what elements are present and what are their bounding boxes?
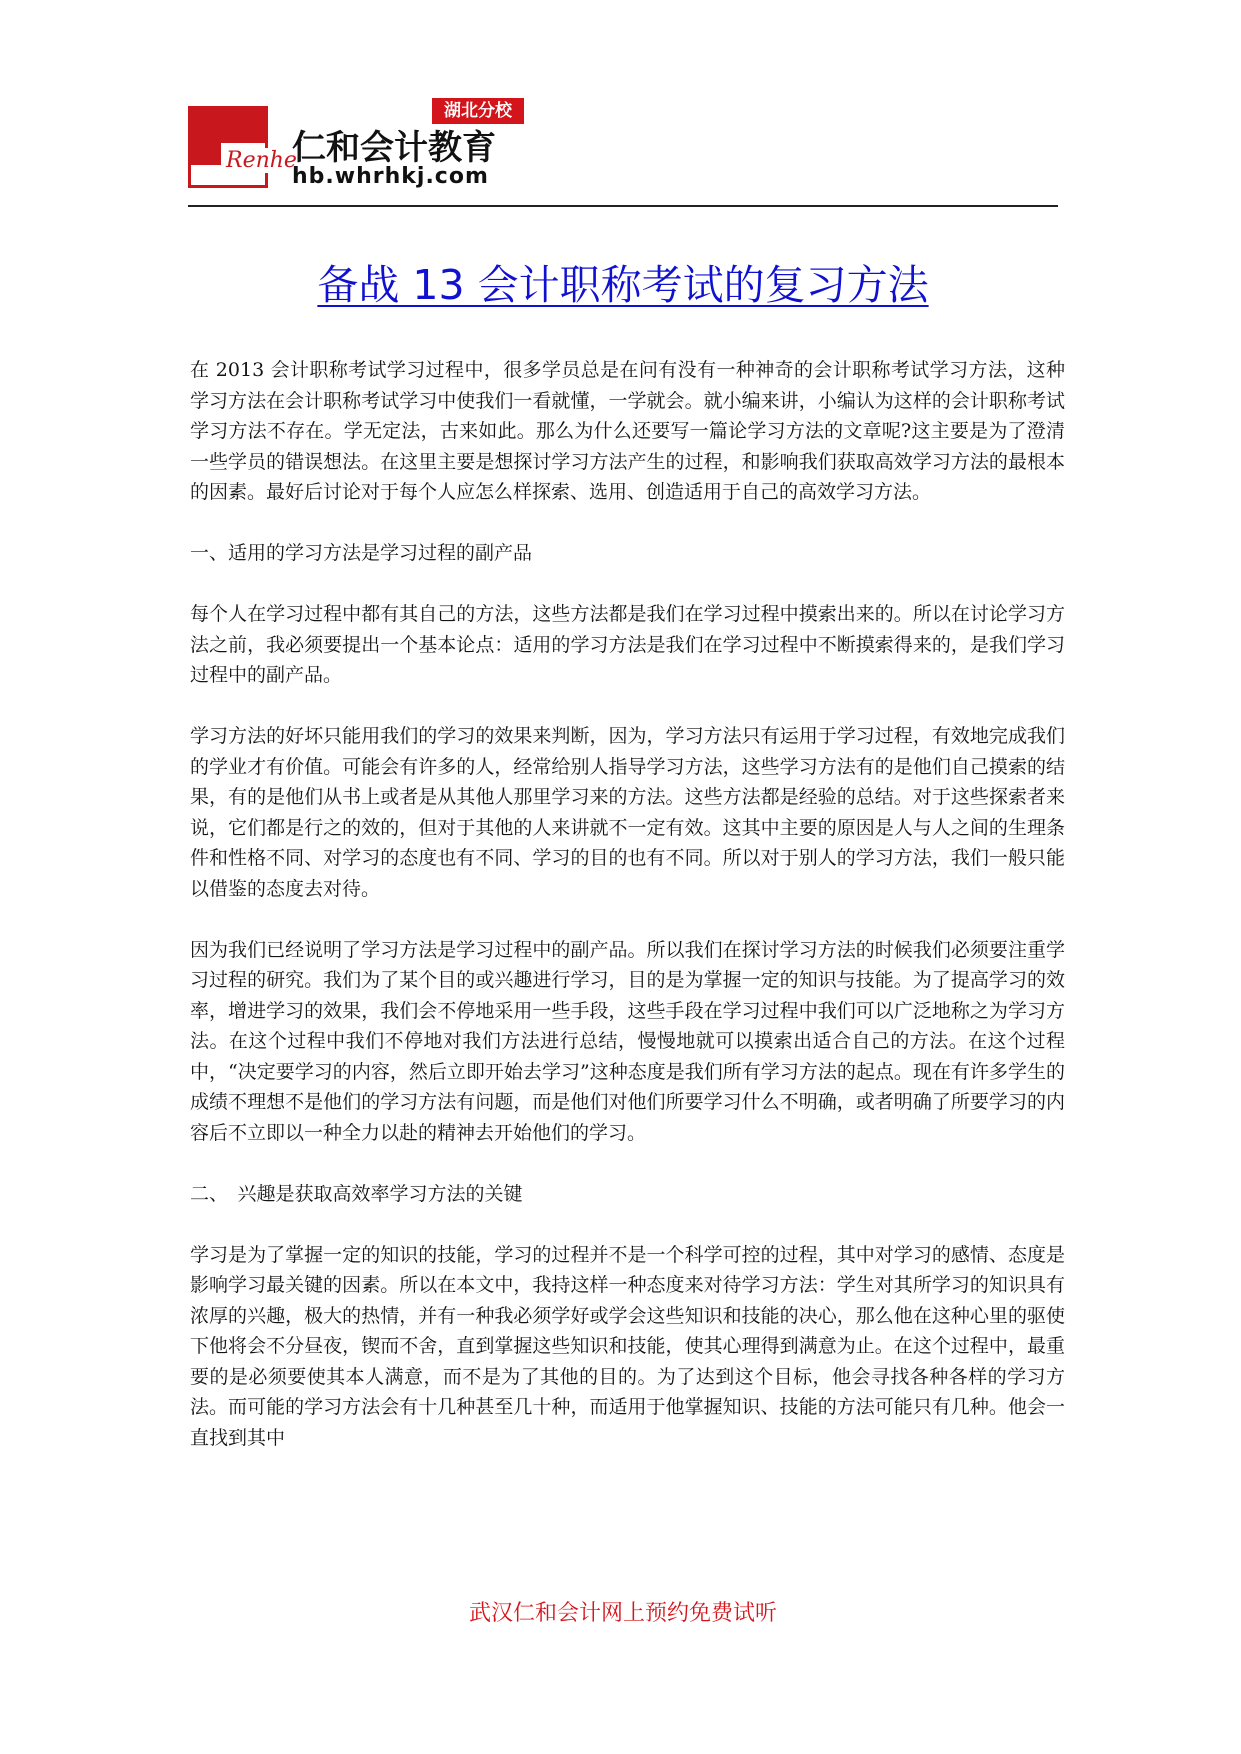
- logo-script-text: Renhe: [226, 148, 297, 173]
- logo-mark: [188, 106, 268, 188]
- branch-badge: 湖北分校: [432, 98, 524, 124]
- paragraph: 学习是为了掌握一定的知识的技能，学习的过程并不是一个科学可控的过程，其中对学习的感情、态度是影响学习最关键的因素。所以在本文中，我持这样一种态度来对待学习方法：学生对其所学习的知识具有浓厚的兴趣，极大的热情，并有一种我必须学好或学会这些知识和技能的决心，那么他在这种心里的驱使下他将会不分昼夜，锲而不舍，直到掌握这些知识和技能，使其心理得到满意为止。在这个过程中，最重要的是必须要使其本人满意，而不是为了其他的目的。为了达到这个目标，他会寻找各种各样的学习方法。而可能的学习方法会有十几种甚至几十种，而适用于他掌握知识、技能的方法可能只有几种。他会一直找到其中: [190, 1243, 1065, 1449]
- article-title-link[interactable]: 备战 13 会计职称考试的复习方法: [317, 261, 929, 309]
- article-body: [190, 355, 1065, 1484]
- paragraph-intro: 在 2013 会计职称考试学习过程中，很多学员总是在问有没有一种神奇的会计职称考试学习方法，这种学习方法在会计职称考试学习中使我们一看就懂，一学就会。就小编来讲，小编认为这样的会计职称考试学习方法不存在。学无定法，古来如此。那么为什么还要写一篇论学习方法的文章呢?这主要是为了澄清一些学员的错误想法。在这里主要是想探讨学习方法产生的过程，和影响我们获取高效学习方法的最根本的因素。最好后讨论对于每个人应怎么样探索、选用、创造适用于自己的高效学习方法。: [190, 359, 1065, 503]
- header-divider: [188, 205, 1058, 207]
- paragraph: 因为我们已经说明了学习方法是学习过程中的副产品。所以我们在探讨学习方法的时候我们必须要注重学习过程的研究。我们为了某个目的或兴趣进行学习，目的是为掌握一定的知识与技能。为了提高学习的效率，增进学习的效果，我们会不停地采用一些手段，这些手段在学习过程中我们可以广泛地称之为学习方法。在这个过程中我们不停地对我们方法进行总结，慢慢地就可以摸索出适合自己的方法。在这个过程中，“决定要学习的内容，然后立即开始去学习”这种态度是我们所有学习方法的起点。现在有许多学生的成绩不理想不是他们的学习方法有问题，而是他们对他们所要学习什么不明确，或者明确了所要学习的内容后不立即以一种全力以赴的精神去开始他们的学习。: [190, 938, 1065, 1144]
- paragraph: 学习方法的好坏只能用我们的学习的效果来判断，因为，学习方法只有运用于学习过程，有效地完成我们的学业才有价值。可能会有许多的人，经常给别人指导学习方法，这些学习方法有的是他们自己摸索的结果，有的是他们从书上或者是从其他人那里学习来的方法。这些方法都是经验的总结。对于这些探索者来说，它们都是行之的效的，但对于其他的人来讲就不一定有效。这其中主要的原因是人与人之间的生理条件和性格不同、对学习的态度也有不同、学习的目的也有不同。所以对于别人的学习方法，我们一般只能以借鉴的态度去对待。: [190, 725, 1065, 900]
- logo-mark-block-top: [221, 109, 265, 143]
- logo-mark-block: [191, 109, 221, 165]
- footer-trial-link[interactable]: 武汉仁和会计网上预约免费试听: [468, 1601, 777, 1626]
- paragraph: 每个人在学习过程中都有其自己的方法，这些方法都是我们在学习过程中摸索出来的。所以在讨论学习方法之前，我必须要提出一个基本论点：适用的学习方法是我们在学习过程中不断摸索得来的，是我们学习过程中的副产品。: [190, 603, 1065, 686]
- logo-url: hb.whrhkj.com: [292, 164, 489, 189]
- section-heading-2: 二、 兴趣是获取高效率学习方法的关键: [190, 1182, 523, 1205]
- logo-brand-name: 仁和会计教育: [292, 128, 496, 168]
- header-logo[interactable]: [188, 98, 528, 194]
- section-heading-1: 一、适用的学习方法是学习过程的副产品: [190, 542, 533, 564]
